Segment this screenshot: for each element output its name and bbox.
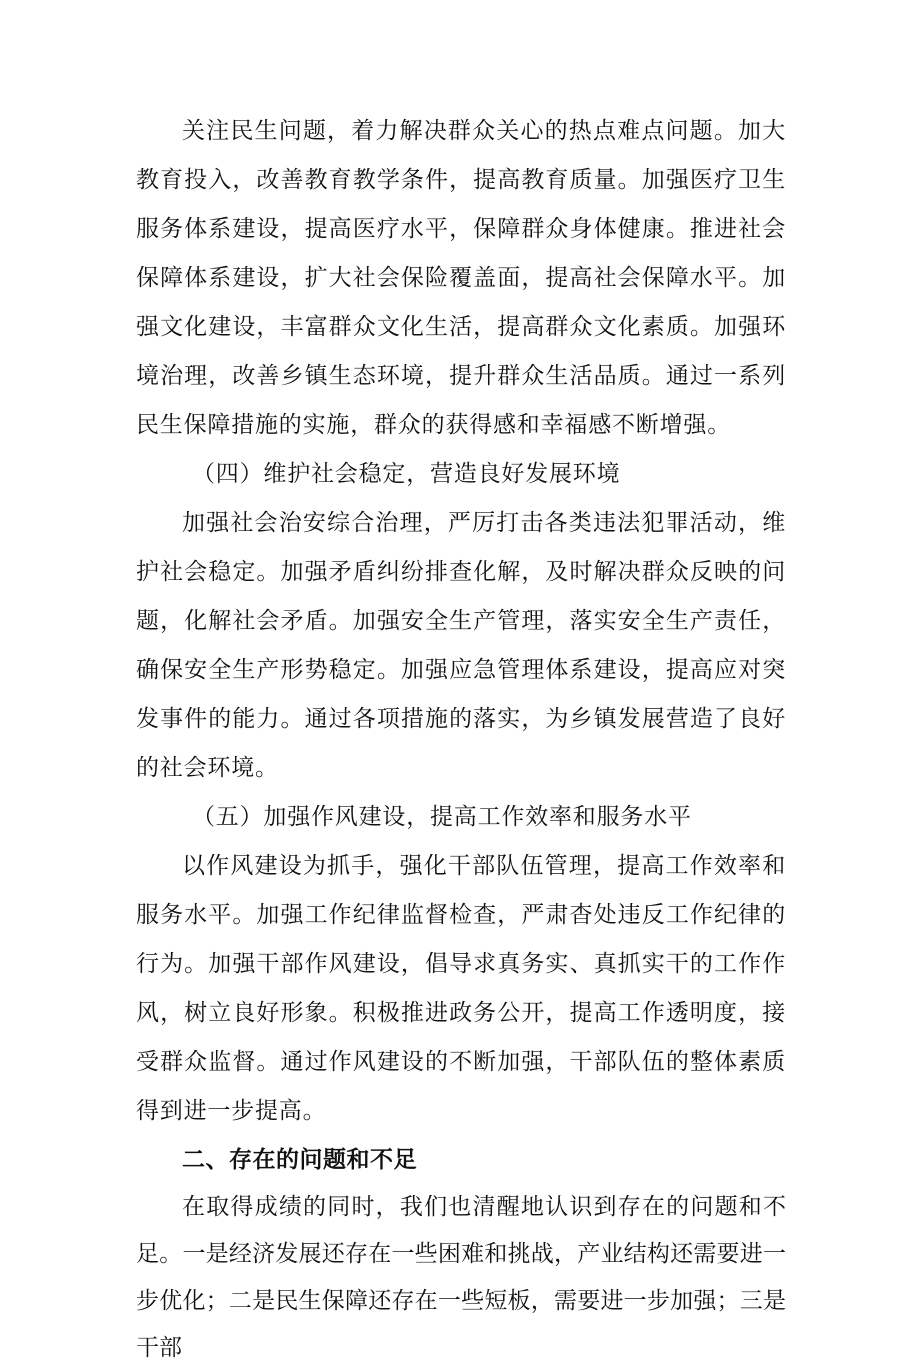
section-heading-problems: 二、存在的问题和不足: [182, 1146, 417, 1173]
document-page: [136, 107, 786, 1372]
subheading-social-stability: （四）维护社会稳定，营造良好发展环境: [192, 461, 621, 487]
subheading-work-style: （五）加强作风建设，提高工作效率和服务水平: [192, 804, 692, 830]
paragraph-work-style: 以作风建设为抓手，强化干部队伍管理，提高工作效率和服务水平。加强工作纪律监督检查，严肃杳处违反工作纪律的行为。加强干部作风建设，倡导求真务实、真抓实干的工作作风，树立良好形象。积极推进政务公开，提高工作透明度，接受群众监督。通过作风建设的不断加强，干部队伍的整体素质得到进一步提高。: [136, 853, 786, 1124]
paragraph-livelihood: 关注民生问题，着力解决群众关心的热点难点问题。加大教育投入，改善教育教学条件，提高教育质量。加强医疗卫生服务体系建设，提高医疗水平，保障群众身体健康。推进社会保障体系建设，扩大社会保险覆盖面，提高社会保障水平。加强文化建设，丰富群众文化生活，提高群众文化素质。加强环境治理，改善乡镇生态环境，提升群众生活品质。通过一系列民生保障措施的实施，群众的获得感和幸福感不断增强。: [136, 118, 786, 438]
paragraph-social-stability: 加强社会治安综合治理，严厉打击各类违法犯罪活动，维护社会稳定。加强矛盾纠纷排查化解，及时解决群众反映的问题，化解社会矛盾。加强安全生产管理，落实安全生产责任，确保安全生产形势稳定。加强应急管理体系建设，提高应对突发事件的能力。通过各项措施的落实，为乡镇发展营造了良好的社会环境。: [136, 510, 786, 781]
paragraph-problems: 在取得成绩的同时，我们也清醒地认识到存在的问题和不足。一是经济发展还存在一些困难和挑战，产业结构还需要进一步优化；二是民生保障还存在一些短板，需要进一步加强；三是干部: [136, 1194, 786, 1361]
